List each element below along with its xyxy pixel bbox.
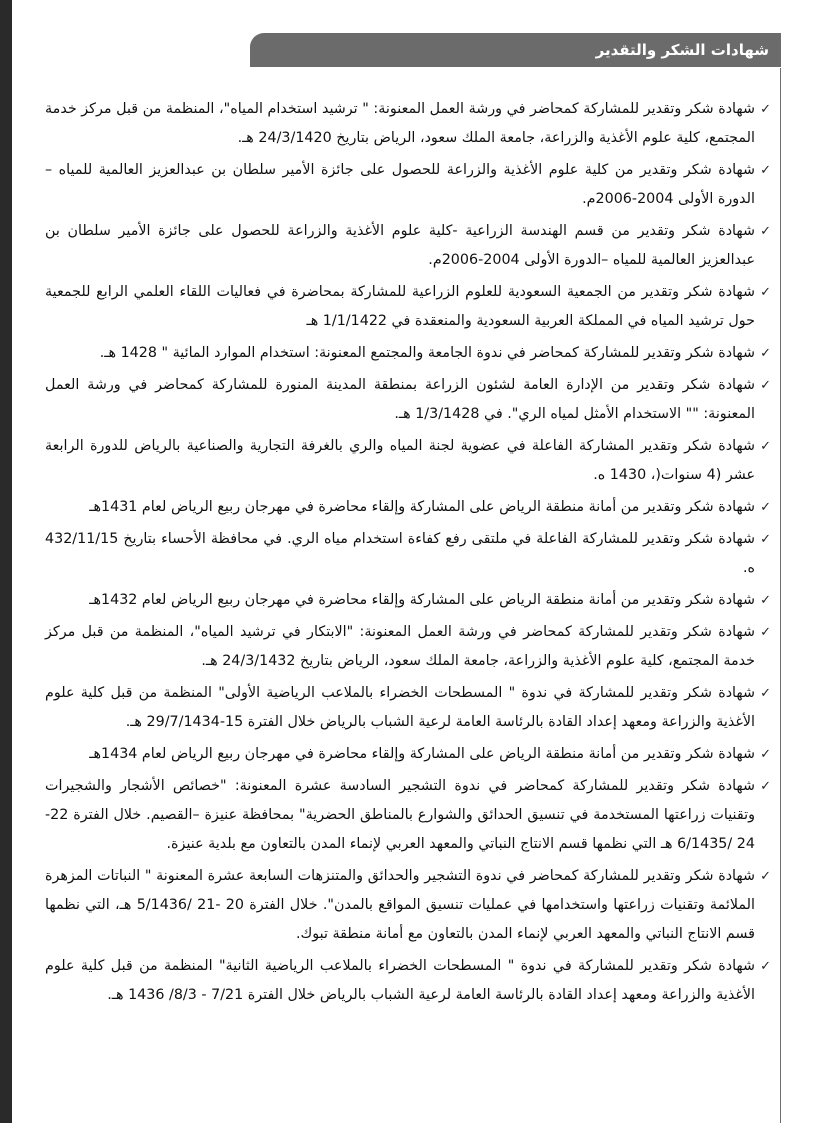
check-icon: ✓ xyxy=(760,378,771,393)
check-icon: ✓ xyxy=(760,285,771,300)
check-icon: ✓ xyxy=(760,959,771,974)
list-item xyxy=(45,862,771,949)
list-item xyxy=(45,586,771,615)
list-item xyxy=(45,339,771,368)
check-icon: ✓ xyxy=(760,224,771,239)
certificate-text: شهادة شكر وتقدير للمشاركة كمحاضر في ندوة التشجير السادسة عشرة المعنونة: "خصائص الأشجار والشجيرات وتقنيات زراعتها المستخدمة في تنسيق الحدائق والشوارع بالمناطق الحضرية" بمحافظة عنيزة –القصيم. خلال الفترة 22-24 /6/1435 هـ التي نظمها قسم الانتاج النباتي والمعهد العربي لإنماء المدن بالتعاون مع بلدية عنيزة. xyxy=(45,778,755,852)
list-item xyxy=(45,952,771,1010)
check-icon: ✓ xyxy=(760,163,771,178)
list-item xyxy=(45,217,771,275)
certificate-text: شهادة شكر وتقدير من قسم الهندسة الزراعية -كلية علوم الأغذية والزراعة للحصول على جائزة الأمير سلطان بن عبدالعزيز العالمية للمياه –الدورة الأولى 2004-2006م. xyxy=(45,223,755,268)
certificate-text: شهادة شكر وتقدير للمشاركة الفاعلة في ملتقى رفع كفاءة استخدام مياه الري. في محافظة الأحساء بتاريخ 432/11/15 ه. xyxy=(45,531,755,576)
section-title: شهادات الشكر والتقدير xyxy=(595,41,769,59)
check-icon: ✓ xyxy=(760,346,771,361)
certificate-text: شهادة شكر وتقدير من أمانة منطقة الرياض على المشاركة وإلقاء محاضرة في مهرجان ربيع الرياض لعام 1434هـ xyxy=(89,746,755,762)
list-item xyxy=(45,371,771,429)
list-item xyxy=(45,618,771,676)
list-item xyxy=(45,493,771,522)
check-icon: ✓ xyxy=(760,500,771,515)
certificate-text: شهادة شكر وتقدير للمشاركة كمحاضر في ورشة العمل المعنونة: " ترشيد استخدام المياه"، المنظمة من قبل مركز خدمة المجتمع، كلية علوم الأغذية والزراعة، جامعة الملك سعود، الرياض بتاريخ 24/3/1420 هـ. xyxy=(45,101,755,146)
certificate-text: شهادة شكر وتقدير من أمانة منطقة الرياض على المشاركة وإلقاء محاضرة في مهرجان ربيع الرياض لعام 1432هـ xyxy=(89,592,755,608)
check-icon: ✓ xyxy=(760,869,771,884)
left-edge-strip xyxy=(0,0,12,1123)
list-item xyxy=(45,432,771,490)
certificate-text: شهادة شكر وتقدير للمشاركة كمحاضر في ندوة الجامعة والمجتمع المعنونة: استخدام الموارد المائية " 1428 هـ. xyxy=(99,345,755,361)
list-item xyxy=(45,278,771,336)
certificate-text: شهادة شكر وتقدير من كلية علوم الأغذية والزراعة للحصول على جائزة الأمير سلطان بن عبدالعزيز العالمية للمياه – الدورة الأولى 2004-2006م. xyxy=(45,162,755,207)
list-item xyxy=(45,525,771,583)
list-item xyxy=(45,679,771,737)
certificate-text: شهادة شكر وتقدير من أمانة منطقة الرياض على المشاركة وإلقاء محاضرة في مهرجان ربيع الرياض لعام 1431هـ xyxy=(89,499,755,515)
list-item xyxy=(45,740,771,769)
check-icon: ✓ xyxy=(760,532,771,547)
check-icon: ✓ xyxy=(760,439,771,454)
certificates-list xyxy=(45,95,771,1013)
certificate-text: شهادة شكر وتقدير للمشاركة في ندوة " المسطحات الخضراء بالملاعب الرياضية الثانية" المنظمة من قبل كلية علوم الأغذية والزراعة ومعهد إعداد القادة بالرئاسة العامة لرعية الشباب بالرياض خلال الفترة 7/21 - 8/3/ 1436 هـ. xyxy=(45,958,755,1003)
certificate-text: شهادة شكر وتقدير للمشاركة كمحاضر في ورشة العمل المعنونة: "الابتكار في ترشيد المياه"، المنظمة من قبل مركز خدمة المجتمع، كلية علوم الأغذية والزراعة، جامعة الملك سعود، الرياض بتاريخ 24/3/1432 هـ. xyxy=(45,624,755,669)
certificate-text: شهادة شكر وتقدير للمشاركة في ندوة " المسطحات الخضراء بالملاعب الرياضية الأولى" المنظمة من قبل كلية علوم الأغذية والزراعة ومعهد إعداد القادة بالرئاسة العامة لرعية الشباب بالرياض خلال الفترة 15-29/7/1434 هـ. xyxy=(45,685,755,730)
list-item xyxy=(45,95,771,153)
check-icon: ✓ xyxy=(760,779,771,794)
certificate-text: شهادة شكر وتقدير للمشاركة كمحاضر في ندوة التشجير والحدائق والمتنزهات السابعة عشرة المعنونة " النباتات المزهرة الملائمة وتقنيات زراعتها واستخدامها في عمليات تنسيق المواقع بالمدن". خلال الفترة 20 -21 /5/1436 هـ، التي نظمها قسم الانتاج النباتي والمعهد العربي لإنماء المدن بالتعاون مع أمانة منطقة تبوك. xyxy=(45,868,755,942)
check-icon: ✓ xyxy=(760,102,771,117)
certificate-text: شهادة شكر وتقدير من الجمعية السعودية للعلوم الزراعية للمشاركة بمحاضرة في فعاليات اللقاء العلمي الرابع للجمعية حول ترشيد المياه في المملكة العربية السعودية والمنعقدة في 1/1/1422 هـ xyxy=(45,284,755,329)
list-item xyxy=(45,156,771,214)
check-icon: ✓ xyxy=(760,686,771,701)
check-icon: ✓ xyxy=(760,747,771,762)
section-header xyxy=(250,33,781,67)
list-item xyxy=(45,772,771,859)
check-icon: ✓ xyxy=(760,625,771,640)
right-margin-rule xyxy=(780,68,781,1123)
certificate-text: شهادة شكر وتقدير من الإدارة العامة لشئون الزراعة بمنطقة المدينة المنورة للمشاركة كمحاضر في ورشة العمل المعنونة: "" الاستخدام الأمثل لمياه الري". في 1/3/1428 هـ. xyxy=(45,377,755,422)
check-icon: ✓ xyxy=(760,593,771,608)
certificate-text: شهادة شكر وتقدير المشاركة الفاعلة في عضوية لجنة المياه والري بالغرفة التجارية والصناعية بالرياض للدورة الرابعة عشر (4 سنوات(، 1430 ه. xyxy=(45,438,755,483)
